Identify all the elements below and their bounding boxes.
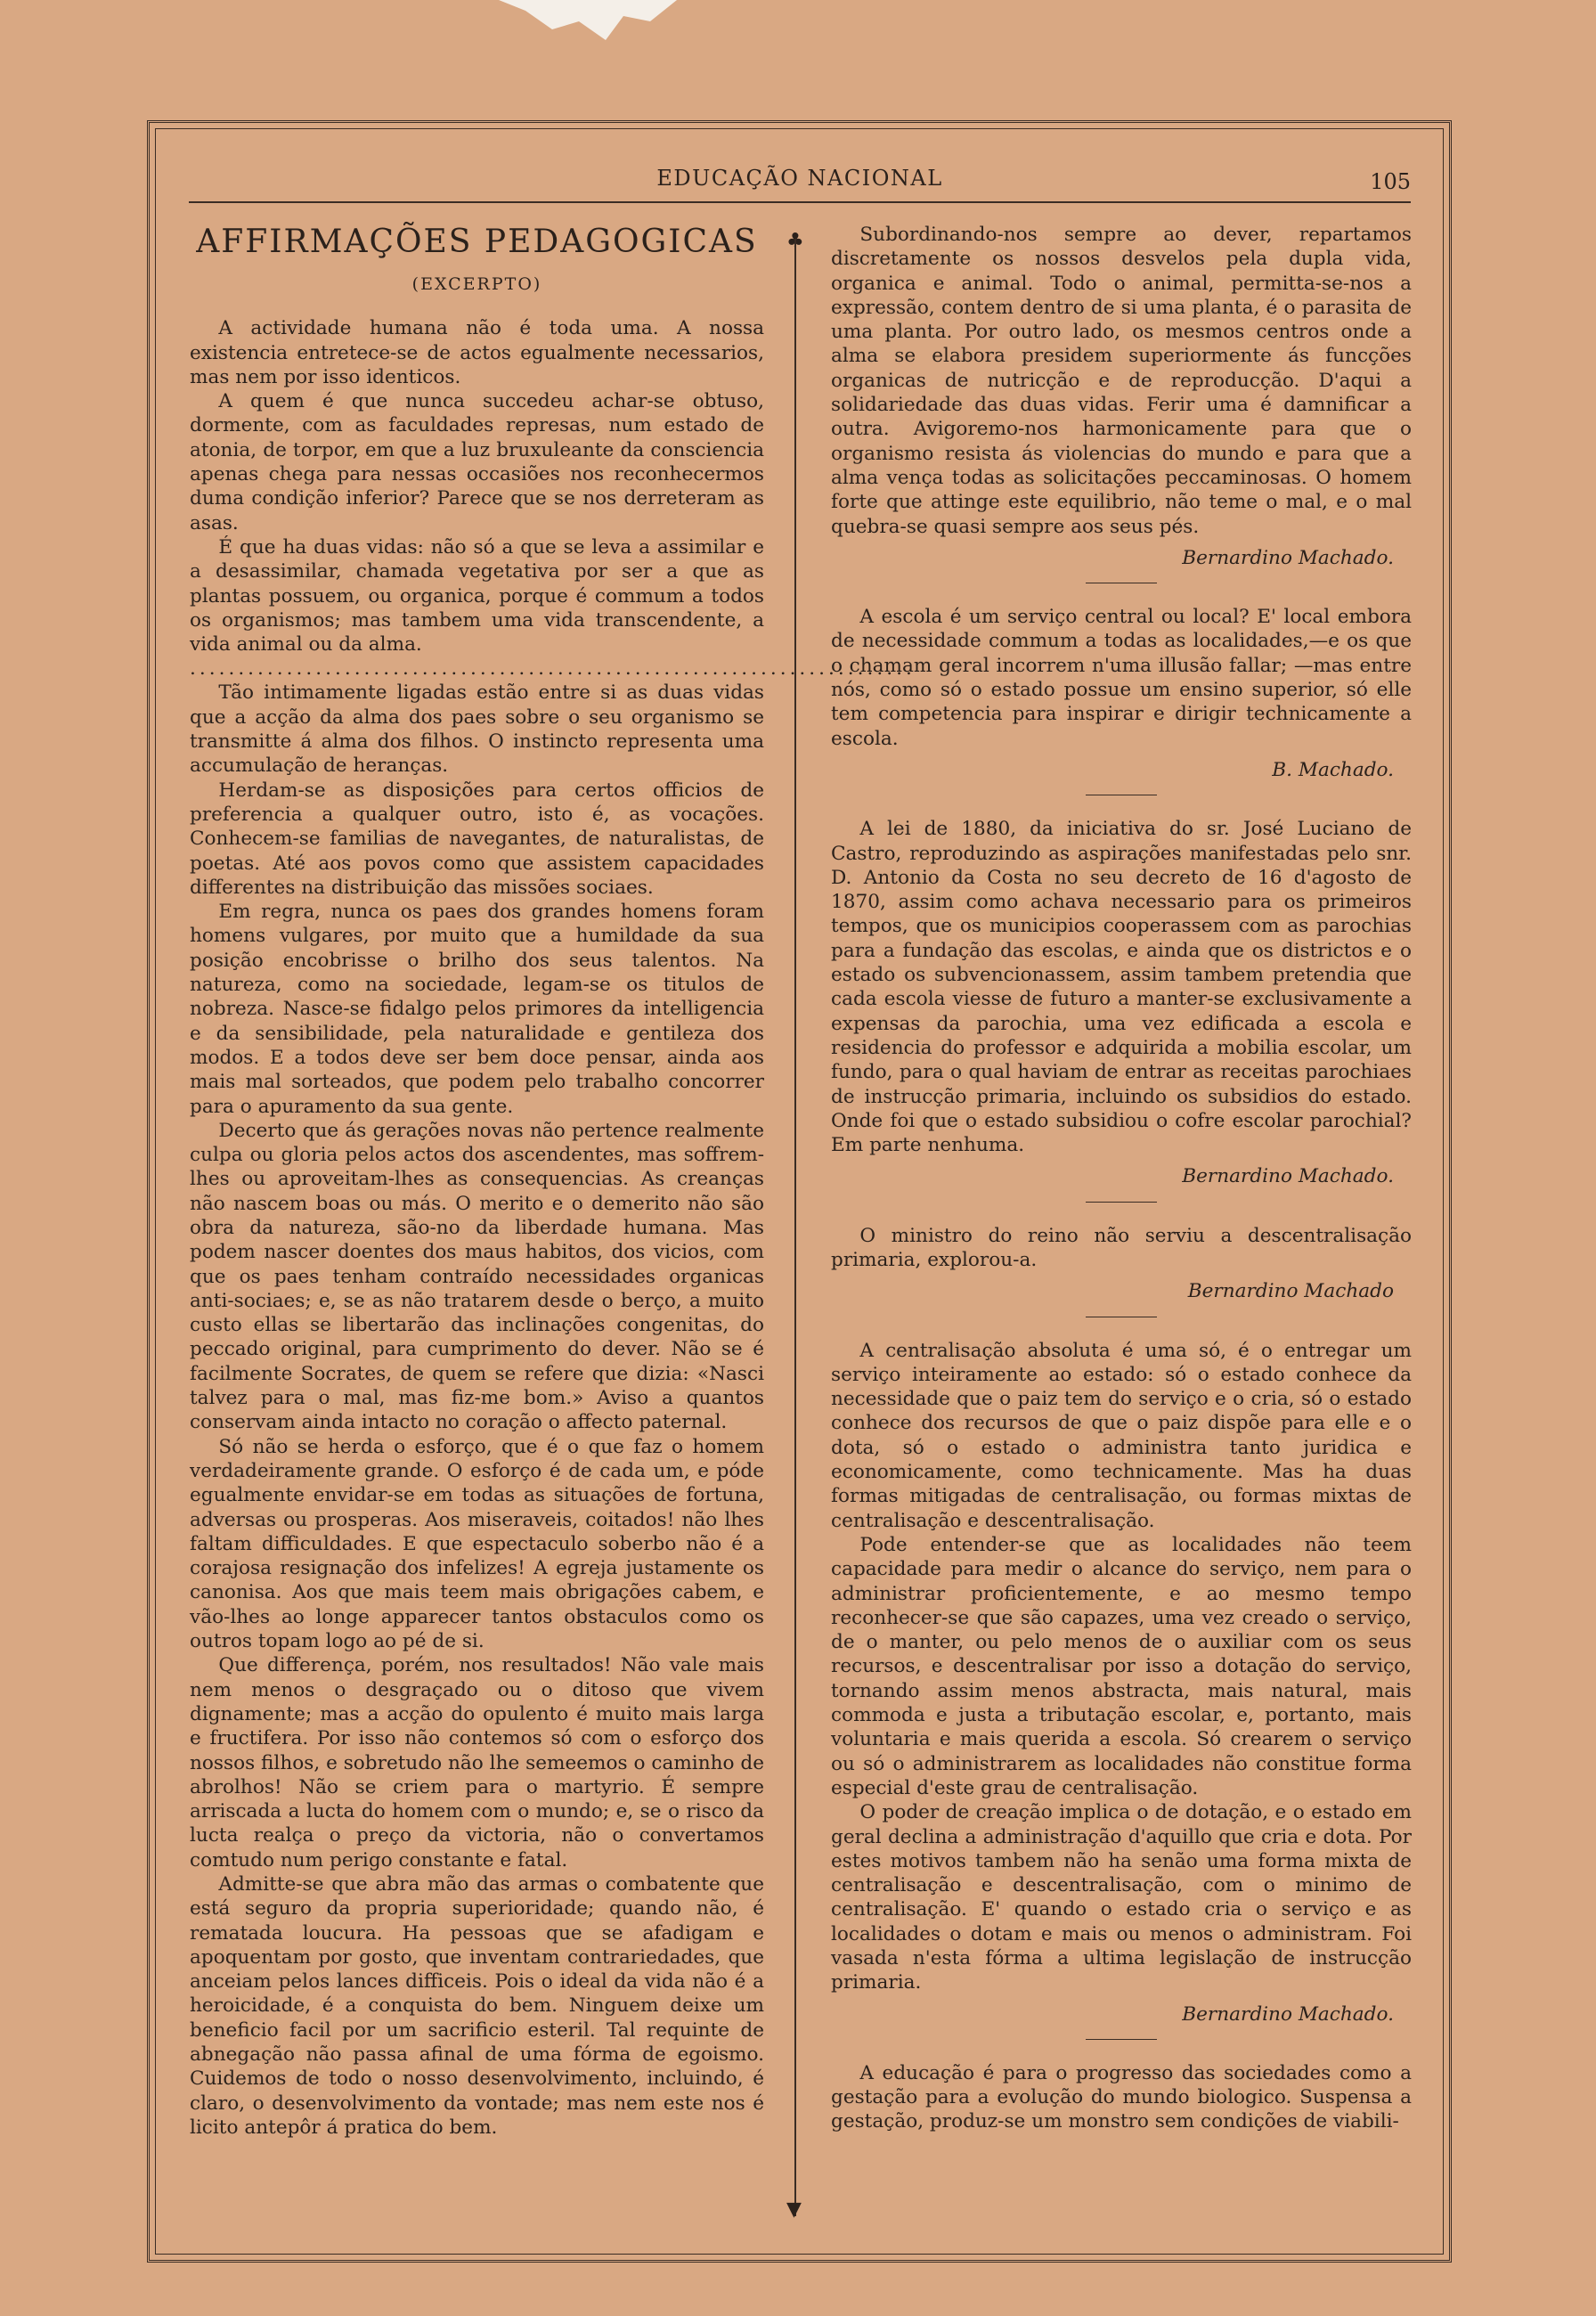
paragraph: Admitte-se que abra mão das armas o combatente que está seguro da propria superioridade; quando não, é rematada loucura. Ha pessoas que se afadigam e apoquentam por gosto, que inventam contrariedades, que anceiam pelos lances difficeis. Pois o ideal da vida não é a heroicidade, é a conquista do bem. Ninguem deixe um beneficio facil por um sacrificio esteril. Tal requinte de abnegação não passa afinal de uma fórma de egoismo. Cuidemos de todo o nosso desenvolvimento, incluindo, é claro, o desenvolvimento da vontade; mas nem este nos é licito antepôr á pratica do bem. bbox=[190, 1873, 764, 2139]
paragraph: A centralisação absoluta é uma só, é o entregar um serviço inteiramente ao estado: só o estado conhece da necessidade que o paiz tem do serviço e o cria, só o estado conhece dos recursos de que o paiz dispõe para elle e o dota, só o estado o administra tanto juridica e economicamente, como technicamente. Mas ha duas formas mitigadas de centralisação, ou formas mixtas de centralisação e descentralisação. bbox=[831, 1339, 1412, 1532]
article-section bbox=[831, 605, 1412, 782]
article-section bbox=[831, 223, 1412, 570]
paragraph: Que differença, porém, nos resultados! Não vale mais nem menos o desgraçado ou o ditoso que vivem dignamente; mas a acção do opulento é muito mais larga e fructifera. Por isso não contemos só com o esforço dos nossos filhos, e sobretudo não lhe semeemos o caminho de abrolhos! Não se criem para o martyrio. É sempre arriscada a lucta do homem com o mundo; e, se o risco da lucta realça o preço da victoria, não o convertamos comtudo num perigo constante e fatal. bbox=[190, 1654, 764, 1872]
paragraph: A educação é para o progresso das sociedades como a gestação para a evolução do mundo biologico. Suspensa a gestação, produz-se um monstro sem condições de viabili- bbox=[831, 2061, 1412, 2133]
page-number: 105 bbox=[1370, 169, 1411, 194]
column-rule bbox=[794, 239, 796, 2216]
paragraph: Tão intimamente ligadas estão entre si as duas vidas que a acção da alma dos paes sobre o seu organismo se transmitte á alma dos filhos. O instincto representa uma accumulação de heranças. bbox=[190, 681, 764, 778]
paragraph: A actividade humana não é toda uma. A nossa existencia entretece-se de actos egualmente necessarios, mas nem por isso identicos. bbox=[190, 317, 764, 388]
paragraph: Decerto que ás gerações novas não pertence realmente culpa ou gloria pelos actos dos ascendentes, mas soffrem-lhes ou aproveitam-lhes as consequencias. As creanças não nascem boas ou más. O merito e o demerito não são obra da natureza, são-no da liberdade humana. Mas podem nascer doentes dos maus habitos, dos vicios, com que os paes tenham contraído necessidades organicas anti-sociaes; e, se as não tratarem desde o berço, a muito custo ellas se libertarão das inclinações congenitas, do peccado original, para cumprimento do dever. Não se é facilmente Socrates, de quem se refere que dizia: «Nasci talvez para o mal, mas fiz-me bom.» Aviso a quantos conservam ainda intacto no coração o affecto paternal. bbox=[190, 1119, 764, 1434]
author-signature: Bernardino Machado. bbox=[1182, 1165, 1394, 1188]
paragraphs-before-break bbox=[190, 316, 764, 656]
article-subtitle: (EXCERPTO) bbox=[411, 274, 542, 294]
paragraphs-after-break bbox=[190, 681, 764, 2140]
paragraph: A lei de 1880, da iniciativa do sr. José Luciano de Castro, reproduzindo as aspirações manifestadas pelo snr. D. Antonio da Costa no seu decreto de 16 d'agosto de 1870, assim como achava necessario para os primeiros tempos, que os municipios cooperassem com as parochias para a fundação das escolas, e ainda que os districtos e o estado os subvencionassem, assim tambem pretendia que cada escola viesse de futuro a manter-se exclusivamente a expensas da parochia, uma vez edificada a escola e residencia do professor e adquirida a mobilia escolar, um fundo, para o qual haviam de entrar as receitas parochiaes de instrucção primaria, incluindo os subsidios do estado. Onde foi que o estado subsidiou o cofre escolar parochial? Em parte nenhuma. bbox=[831, 818, 1412, 1157]
paragraph: O ministro do reino não serviu a descentralisação primaria, explorou-a. bbox=[831, 1224, 1412, 1271]
article-section bbox=[831, 1224, 1412, 1304]
paragraph: A quem é que nunca succedeu achar-se obtuso, dormente, com as faculdades represas, num estado de atonia, de torpor, em que a luz bruxuleante da consciencia apenas chega para nessas occasiões nos reconhecermos duma condição inferior? Parece que se nos derreteram as asas. bbox=[190, 390, 764, 534]
article-section bbox=[831, 2061, 1412, 2134]
paragraph: Herdam-se as disposições para certos officios de preferencia a qualquer outro, isto é, as vocações. Conhecem-se familias de navegantes, de naturalistas, de poetas. Até aos povos como que assistem capacidades differentes na distribuição das missões sociaes. bbox=[190, 779, 764, 899]
ellipsis-break: ........................................................................... bbox=[190, 657, 916, 681]
author-signature: Bernardino Machado bbox=[1187, 1280, 1394, 1303]
section-separator bbox=[1086, 1202, 1157, 1203]
paragraph: A escola é um serviço central ou local? E' local embora de necessidade commum a todas as localidades,—e os que o chamam geral incorrem n'uma illusão fallar; —mas entre nós, como só o estado possue um ensino superior, só elle tem competencia para inspirar e dirigir technicamente a escola. bbox=[831, 606, 1412, 750]
paragraph: Em regra, nunca os paes dos grandes homens foram homens vulgares, por muito que a humildade da sua posição encobrisse o brilho dos seus talentos. Na natureza, como na sociedade, legam-se os titulos de nobreza. Nasce-se fidalgo pelos primores da intelligencia e da sensibilidade, pela naturalidade e gentileza dos modos. E a todos deve ser bem doce pensar, ainda aos mais mal sorteados, que podem pelo trabalho concorrer para o apuramento da sua gente. bbox=[190, 901, 764, 1118]
paper-tear bbox=[499, 0, 677, 53]
column-rule-ornament-top: ♣ bbox=[786, 230, 804, 252]
paragraph: Subordinando-nos sempre ao dever, repartamos discretamente os nossos desvelos pela dupla vida, organica e animal. Todo o animal, permitta-se-nos a expressão, contem dentro de si uma planta, é o parasita de uma planta. Por outro lado, os mesmos centros onde a alma se elabora presidem superiormente ás funcções organicas de nutricção e de reproducção. D'aqui a solidariedade das duas vidas. Ferir uma é damnificar a outra. Avigoremo-nos harmonicamente para que o organismo resista ás violencias do mundo e para que a alma vença todas as solicitações peccaminosas. O homem forte que attinge este equilibrio, não teme o mal, e o mal quebra-se quasi sempre aos seus pés. bbox=[831, 224, 1412, 538]
article-title: AFFIRMAÇÕES PEDAGOGICAS bbox=[196, 224, 758, 260]
article-section bbox=[831, 1339, 1412, 2026]
article-section bbox=[831, 817, 1412, 1188]
paragraph: É que ha duas vidas: não só a que se leva a assimilar e a desassimilar, chamada vegetativa por ser a que as plantas possuem, ou organica, porque é commum a todos os organismos; mas tambem uma vida transcendente, a vida animal ou da alma. bbox=[190, 535, 764, 656]
section-separator bbox=[1086, 2039, 1157, 2040]
author-signature: Bernardino Machado. bbox=[1182, 2002, 1394, 2026]
right-column bbox=[831, 223, 1412, 2134]
paragraph: Pode entender-se que as localidades não teem capacidade para medir o alcance do serviço, nem para o administrar proficientemente, e ao mesmo tempo reconhecer-se que são capazes, uma vez creado o serviço, de o manter, ou pelo menos de o auxiliar com os seus recursos, e descentralisar por isso a dotação do serviço, tornando assim menos abstracta, mais natural, mais commoda e justa a tributação escolar, e, portanto, mais voluntaria e mais querida a escola. Só crearem o serviço ou só o administrarem as localidades não constitue forma especial d'este grau de centralisação. bbox=[831, 1533, 1412, 1799]
author-signature: Bernardino Machado. bbox=[1182, 546, 1394, 569]
running-title: EDUCAÇÃO NACIONAL bbox=[656, 166, 943, 191]
paragraph: Só não se herda o esforço, que é o que faz o homem verdadeiramente grande. O esforço é de cada um, e póde egualmente envidar-se em todas as situações de fortuna, adversas ou prosperas. Aos miseraveis, coitados! não lhes faltam difficuldades. E que espectaculo soberbo não é a corajosa resignação dos infelizes! A egreja justamente os canonisa. Aos que mais teem mais obrigações cabem, e vão-lhes ao longe apparecer tantos obstaculos como os outros topam logo ao pé de si. bbox=[190, 1435, 764, 1653]
left-column bbox=[190, 223, 916, 2140]
column-rule-ornament-bottom: ▼ bbox=[786, 2198, 802, 2221]
running-head bbox=[189, 164, 1411, 203]
author-signature: B. Machado. bbox=[1272, 758, 1394, 781]
paragraph: O poder de creação implica o de dotação, e o estado em geral declina a administração d'aquillo que cria e dota. Por estes motivos tambem não ha senão uma forma mixta de centralisação e descentralisação, com o minimo de centralisação. E' quando o estado cria o serviço e as localidades o dotam e mais ou menos o administram. Foi vasada n'esta fórma a ultima legislação de instrucção primaria. bbox=[831, 1801, 1412, 1994]
